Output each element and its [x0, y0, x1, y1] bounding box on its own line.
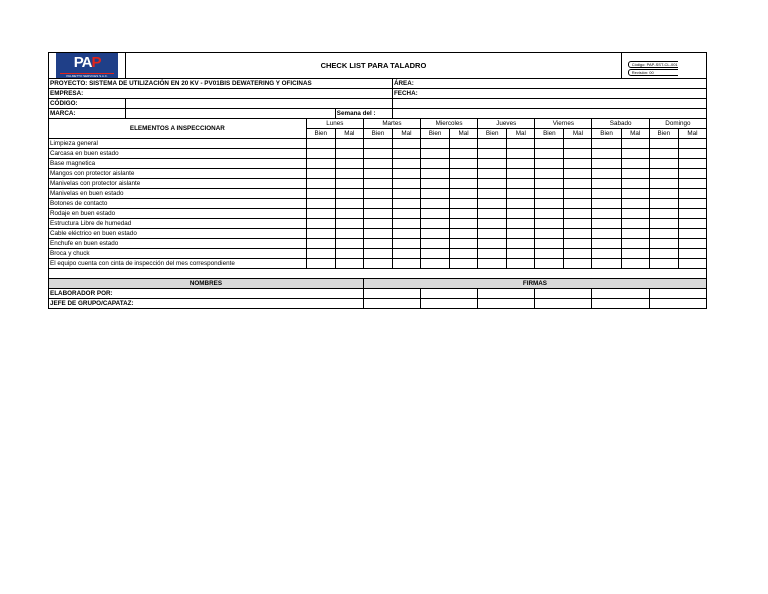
table-row — [49, 209, 707, 219]
mal-check-cell[interactable] — [450, 199, 478, 209]
bien-check-cell[interactable] — [478, 169, 507, 179]
mal-check-cell[interactable] — [392, 249, 420, 259]
bien-check-cell[interactable] — [592, 159, 621, 169]
bien-check-cell[interactable] — [649, 219, 678, 229]
bien-check-cell[interactable] — [478, 149, 507, 159]
mal-check-cell[interactable] — [621, 149, 649, 159]
mal-check-cell[interactable] — [335, 209, 363, 219]
mal-check-cell[interactable] — [335, 249, 363, 259]
mal-check-cell[interactable] — [621, 249, 649, 259]
mal-check-cell[interactable] — [621, 209, 649, 219]
bien-check-cell[interactable] — [306, 239, 335, 249]
mal-check-cell[interactable] — [392, 149, 420, 159]
bien-check-cell[interactable] — [306, 229, 335, 239]
semana-label: Semana del : — [335, 109, 392, 119]
bien-check-cell[interactable] — [535, 149, 564, 159]
bien-check-cell[interactable] — [649, 239, 678, 249]
mal-check-cell[interactable] — [507, 179, 535, 189]
mal-check-cell[interactable] — [392, 239, 420, 249]
mal-check-cell[interactable] — [335, 199, 363, 209]
table-row — [49, 139, 707, 149]
mal-check-cell[interactable] — [392, 139, 420, 149]
table-row — [49, 199, 707, 209]
mal-check-cell[interactable] — [392, 209, 420, 219]
table-row — [49, 189, 707, 199]
mal-check-cell[interactable] — [678, 159, 706, 169]
mal-check-cell[interactable] — [507, 199, 535, 209]
mal-check-cell[interactable] — [335, 169, 363, 179]
day-header: Martes — [363, 119, 420, 129]
signature-cell[interactable] — [363, 289, 420, 299]
bien-check-cell[interactable] — [478, 239, 507, 249]
mal-check-cell[interactable] — [450, 229, 478, 239]
bien-check-cell[interactable] — [478, 209, 507, 219]
inspection-item: Cable eléctrico en buen estado — [49, 229, 307, 239]
mal-header: Mal — [564, 129, 592, 139]
mal-check-cell[interactable] — [678, 239, 706, 249]
bien-check-cell[interactable] — [421, 169, 450, 179]
signature-cell[interactable] — [478, 289, 535, 299]
jefe-label: JEFE DE GRUPO/CAPATAZ: — [49, 299, 364, 309]
signature-cell[interactable] — [592, 299, 649, 309]
bien-check-cell[interactable] — [421, 159, 450, 169]
mal-check-cell[interactable] — [507, 259, 535, 269]
mal-check-cell[interactable] — [507, 159, 535, 169]
mal-check-cell[interactable] — [507, 149, 535, 159]
day-header: Lunes — [306, 119, 363, 129]
mal-check-cell[interactable] — [450, 179, 478, 189]
mal-check-cell[interactable] — [621, 189, 649, 199]
bien-check-cell[interactable] — [306, 199, 335, 209]
mal-check-cell[interactable] — [621, 229, 649, 239]
bien-check-cell[interactable] — [649, 249, 678, 259]
bien-check-cell[interactable] — [306, 249, 335, 259]
mal-check-cell[interactable] — [564, 159, 592, 169]
mal-check-cell[interactable] — [392, 159, 420, 169]
bien-check-cell[interactable] — [363, 219, 392, 229]
bien-check-cell[interactable] — [592, 229, 621, 239]
signature-cell[interactable] — [421, 299, 478, 309]
bien-check-cell[interactable] — [306, 179, 335, 189]
area-field[interactable]: ÁREA: — [392, 79, 706, 89]
mal-check-cell[interactable] — [621, 239, 649, 249]
bien-check-cell[interactable] — [592, 199, 621, 209]
bien-check-cell[interactable] — [306, 219, 335, 229]
mal-check-cell[interactable] — [621, 139, 649, 149]
mal-check-cell[interactable] — [678, 199, 706, 209]
mal-check-cell[interactable] — [450, 149, 478, 159]
mal-check-cell[interactable] — [564, 169, 592, 179]
day-header: Sabado — [592, 119, 649, 129]
bien-check-cell[interactable] — [535, 229, 564, 239]
bien-check-cell[interactable] — [306, 159, 335, 169]
project-label: PROYECTO: SISTEMA DE UTILIZACIÓN EN 20 KV - PV01BIS DEWATERING Y OFICINAS — [49, 79, 393, 89]
mal-check-cell[interactable] — [564, 259, 592, 269]
bien-header: Bien — [535, 129, 564, 139]
bien-check-cell[interactable] — [535, 159, 564, 169]
table-row — [49, 149, 707, 159]
mal-check-cell[interactable] — [621, 259, 649, 269]
mal-check-cell[interactable] — [450, 169, 478, 179]
bien-check-cell[interactable] — [592, 189, 621, 199]
inspection-item: Manivelas con protector aislante — [49, 179, 307, 189]
bien-check-cell[interactable] — [592, 149, 621, 159]
checklist-sheet — [48, 52, 707, 309]
bien-header: Bien — [592, 129, 621, 139]
mal-check-cell[interactable] — [678, 179, 706, 189]
checklist-table — [48, 52, 707, 309]
mal-check-cell[interactable] — [335, 159, 363, 169]
mal-check-cell[interactable] — [678, 249, 706, 259]
inspection-item: Botones de contacto — [49, 199, 307, 209]
mal-check-cell[interactable] — [678, 169, 706, 179]
bien-check-cell[interactable] — [363, 259, 392, 269]
mal-check-cell[interactable] — [678, 259, 706, 269]
mal-check-cell[interactable] — [564, 149, 592, 159]
bien-check-cell[interactable] — [592, 239, 621, 249]
bien-check-cell[interactable] — [363, 139, 392, 149]
table-row — [49, 239, 707, 249]
bien-check-cell[interactable] — [535, 239, 564, 249]
mal-check-cell[interactable] — [335, 189, 363, 199]
bien-check-cell[interactable] — [363, 189, 392, 199]
mal-check-cell[interactable] — [564, 209, 592, 219]
inspection-item: Limpieza general — [49, 139, 307, 149]
bien-check-cell[interactable] — [421, 249, 450, 259]
signature-cell[interactable] — [535, 289, 592, 299]
mal-check-cell[interactable] — [564, 179, 592, 189]
elementos-header: ELEMENTOS A INSPECCIONAR — [49, 119, 307, 139]
code-label: Código: PAP-SST-CL-001 — [628, 61, 679, 68]
mal-check-cell[interactable] — [335, 179, 363, 189]
bien-check-cell[interactable] — [649, 149, 678, 159]
bien-check-cell[interactable] — [592, 179, 621, 189]
bien-check-cell[interactable] — [306, 209, 335, 219]
day-header: Jueves — [478, 119, 535, 129]
mal-check-cell[interactable] — [507, 169, 535, 179]
bien-check-cell[interactable] — [478, 219, 507, 229]
bien-check-cell[interactable] — [421, 229, 450, 239]
table-row — [49, 169, 707, 179]
bien-check-cell[interactable] — [478, 179, 507, 189]
mal-header: Mal — [335, 129, 363, 139]
day-header: Viernes — [535, 119, 592, 129]
bien-check-cell[interactable] — [649, 209, 678, 219]
bien-check-cell[interactable] — [363, 199, 392, 209]
document-title: CHECK LIST PARA TALADRO — [126, 53, 622, 79]
inspection-item: Mangos con protector aislante — [49, 169, 307, 179]
inspection-item: Rodaje en buen estado — [49, 209, 307, 219]
mal-check-cell[interactable] — [507, 229, 535, 239]
mal-check-cell[interactable] — [678, 189, 706, 199]
bien-check-cell[interactable] — [592, 259, 621, 269]
bien-check-cell[interactable] — [478, 159, 507, 169]
mal-check-cell[interactable] — [507, 189, 535, 199]
bien-header: Bien — [649, 129, 678, 139]
mal-check-cell[interactable] — [450, 219, 478, 229]
mal-check-cell[interactable] — [450, 139, 478, 149]
table-row — [49, 229, 707, 239]
bien-check-cell[interactable] — [592, 139, 621, 149]
bien-check-cell[interactable] — [649, 139, 678, 149]
mal-check-cell[interactable] — [621, 169, 649, 179]
bien-header: Bien — [421, 129, 450, 139]
mal-check-cell[interactable] — [678, 149, 706, 159]
mal-check-cell[interactable] — [507, 209, 535, 219]
spacer-row — [49, 269, 707, 279]
day-header: Miercoles — [421, 119, 478, 129]
bien-check-cell[interactable] — [535, 139, 564, 149]
mal-check-cell[interactable] — [507, 139, 535, 149]
fecha-field[interactable]: FECHA: — [392, 89, 706, 99]
mal-check-cell[interactable] — [392, 189, 420, 199]
bien-check-cell[interactable] — [478, 249, 507, 259]
bien-check-cell[interactable] — [421, 259, 450, 269]
blank-cell — [392, 99, 706, 109]
inspection-item: Carcasa en buen estado — [49, 149, 307, 159]
firmas-header: FIRMAS — [363, 279, 706, 289]
signature-cell[interactable] — [649, 289, 706, 299]
mal-header: Mal — [621, 129, 649, 139]
bien-check-cell[interactable] — [478, 199, 507, 209]
mal-check-cell[interactable] — [564, 249, 592, 259]
code-revision-box — [621, 53, 678, 79]
table-row — [49, 219, 707, 229]
bien-check-cell[interactable] — [535, 189, 564, 199]
mal-header: Mal — [678, 129, 706, 139]
bien-check-cell[interactable] — [535, 249, 564, 259]
mal-check-cell[interactable] — [450, 209, 478, 219]
signature-cell[interactable] — [592, 289, 649, 299]
bien-check-cell[interactable] — [649, 189, 678, 199]
logo-cell — [49, 53, 126, 79]
marca-field-label: MARCA: — [49, 109, 126, 119]
mal-header: Mal — [450, 129, 478, 139]
bien-check-cell[interactable] — [478, 189, 507, 199]
signature-cell[interactable] — [478, 299, 535, 309]
signature-cell[interactable] — [363, 299, 420, 309]
mal-check-cell[interactable] — [392, 199, 420, 209]
company-logo: PAP PALMETTO SERVICES S.A.C. — [56, 53, 118, 78]
bien-check-cell[interactable] — [535, 179, 564, 189]
bien-check-cell[interactable] — [649, 229, 678, 239]
mal-check-cell[interactable] — [392, 169, 420, 179]
bien-check-cell[interactable] — [535, 209, 564, 219]
mal-check-cell[interactable] — [678, 219, 706, 229]
bien-check-cell[interactable] — [421, 199, 450, 209]
mal-check-cell[interactable] — [678, 229, 706, 239]
inspection-item: El equipo cuenta con cinta de inspección del mes correspondiente — [49, 259, 307, 269]
mal-check-cell[interactable] — [335, 149, 363, 159]
bien-check-cell[interactable] — [535, 219, 564, 229]
mal-check-cell[interactable] — [564, 199, 592, 209]
inspection-item: Base magnetica — [49, 159, 307, 169]
mal-check-cell[interactable] — [507, 239, 535, 249]
mal-check-cell[interactable] — [392, 179, 420, 189]
mal-check-cell[interactable] — [450, 249, 478, 259]
bien-check-cell[interactable] — [421, 209, 450, 219]
mal-check-cell[interactable] — [507, 219, 535, 229]
marca-field[interactable] — [126, 109, 336, 119]
bien-check-cell[interactable] — [649, 259, 678, 269]
bien-check-cell[interactable] — [363, 149, 392, 159]
mal-check-cell[interactable] — [564, 139, 592, 149]
bien-check-cell[interactable] — [363, 159, 392, 169]
bien-check-cell[interactable] — [478, 229, 507, 239]
mal-check-cell[interactable] — [450, 159, 478, 169]
inspection-item: Estructura Libre de humedad — [49, 219, 307, 229]
codigo-field[interactable] — [126, 99, 393, 109]
bien-check-cell[interactable] — [363, 229, 392, 239]
mal-check-cell[interactable] — [621, 199, 649, 209]
bien-check-cell[interactable] — [421, 219, 450, 229]
bien-check-cell[interactable] — [363, 179, 392, 189]
bien-check-cell[interactable] — [306, 189, 335, 199]
bien-header: Bien — [306, 129, 335, 139]
bien-check-cell[interactable] — [306, 259, 335, 269]
bien-check-cell[interactable] — [306, 169, 335, 179]
mal-check-cell[interactable] — [621, 159, 649, 169]
mal-check-cell[interactable] — [678, 209, 706, 219]
bien-check-cell[interactable] — [421, 179, 450, 189]
mal-header: Mal — [507, 129, 535, 139]
bien-check-cell[interactable] — [592, 209, 621, 219]
bien-check-cell[interactable] — [478, 259, 507, 269]
inspection-item: Broca y chuck — [49, 249, 307, 259]
bien-check-cell[interactable] — [592, 169, 621, 179]
table-row — [49, 249, 707, 259]
mal-check-cell[interactable] — [621, 179, 649, 189]
bien-check-cell[interactable] — [592, 219, 621, 229]
bien-check-cell[interactable] — [363, 249, 392, 259]
signature-cell[interactable] — [421, 289, 478, 299]
bien-check-cell[interactable] — [363, 239, 392, 249]
bien-check-cell[interactable] — [649, 159, 678, 169]
codigo-field-label: CÓDIGO: — [49, 99, 126, 109]
inspection-item: Manivelas en buen estado — [49, 189, 307, 199]
bien-check-cell[interactable] — [421, 189, 450, 199]
bien-check-cell[interactable] — [592, 249, 621, 259]
bien-check-cell[interactable] — [535, 169, 564, 179]
mal-check-cell[interactable] — [335, 139, 363, 149]
bien-header: Bien — [478, 129, 507, 139]
bien-check-cell[interactable] — [478, 139, 507, 149]
table-row — [49, 259, 707, 269]
table-row — [49, 179, 707, 189]
bien-check-cell[interactable] — [421, 149, 450, 159]
mal-check-cell[interactable] — [335, 259, 363, 269]
mal-check-cell[interactable] — [450, 259, 478, 269]
bien-check-cell[interactable] — [363, 169, 392, 179]
mal-check-cell[interactable] — [564, 229, 592, 239]
bien-header: Bien — [363, 129, 392, 139]
empresa-field[interactable]: EMPRESA: — [49, 89, 393, 99]
mal-check-cell[interactable] — [450, 189, 478, 199]
elaborado-label: ELABORADOR POR: — [49, 289, 364, 299]
mal-check-cell[interactable] — [564, 239, 592, 249]
mal-check-cell[interactable] — [450, 239, 478, 249]
bien-check-cell[interactable] — [649, 199, 678, 209]
nombres-header: NOMBRES — [49, 279, 364, 289]
table-row — [49, 159, 707, 169]
bien-check-cell[interactable] — [306, 139, 335, 149]
mal-check-cell[interactable] — [564, 189, 592, 199]
semana-field[interactable] — [392, 109, 706, 119]
bien-check-cell[interactable] — [363, 209, 392, 219]
mal-check-cell[interactable] — [335, 239, 363, 249]
bien-check-cell[interactable] — [535, 199, 564, 209]
mal-check-cell[interactable] — [335, 229, 363, 239]
bien-check-cell[interactable] — [306, 149, 335, 159]
bien-check-cell[interactable] — [535, 259, 564, 269]
mal-check-cell[interactable] — [392, 259, 420, 269]
mal-check-cell[interactable] — [335, 219, 363, 229]
mal-check-cell[interactable] — [678, 139, 706, 149]
mal-check-cell[interactable] — [621, 219, 649, 229]
mal-check-cell[interactable] — [507, 249, 535, 259]
mal-check-cell[interactable] — [392, 229, 420, 239]
signature-cell[interactable] — [535, 299, 592, 309]
mal-check-cell[interactable] — [392, 219, 420, 229]
day-header: Domingo — [649, 119, 706, 129]
bien-check-cell[interactable] — [649, 179, 678, 189]
signature-cell[interactable] — [649, 299, 706, 309]
bien-check-cell[interactable] — [421, 139, 450, 149]
revision-label: Revisión: 00 — [628, 69, 679, 76]
bien-check-cell[interactable] — [649, 169, 678, 179]
inspection-item: Enchufe en buen estado — [49, 239, 307, 249]
bien-check-cell[interactable] — [421, 239, 450, 249]
mal-check-cell[interactable] — [564, 219, 592, 229]
mal-header: Mal — [392, 129, 420, 139]
